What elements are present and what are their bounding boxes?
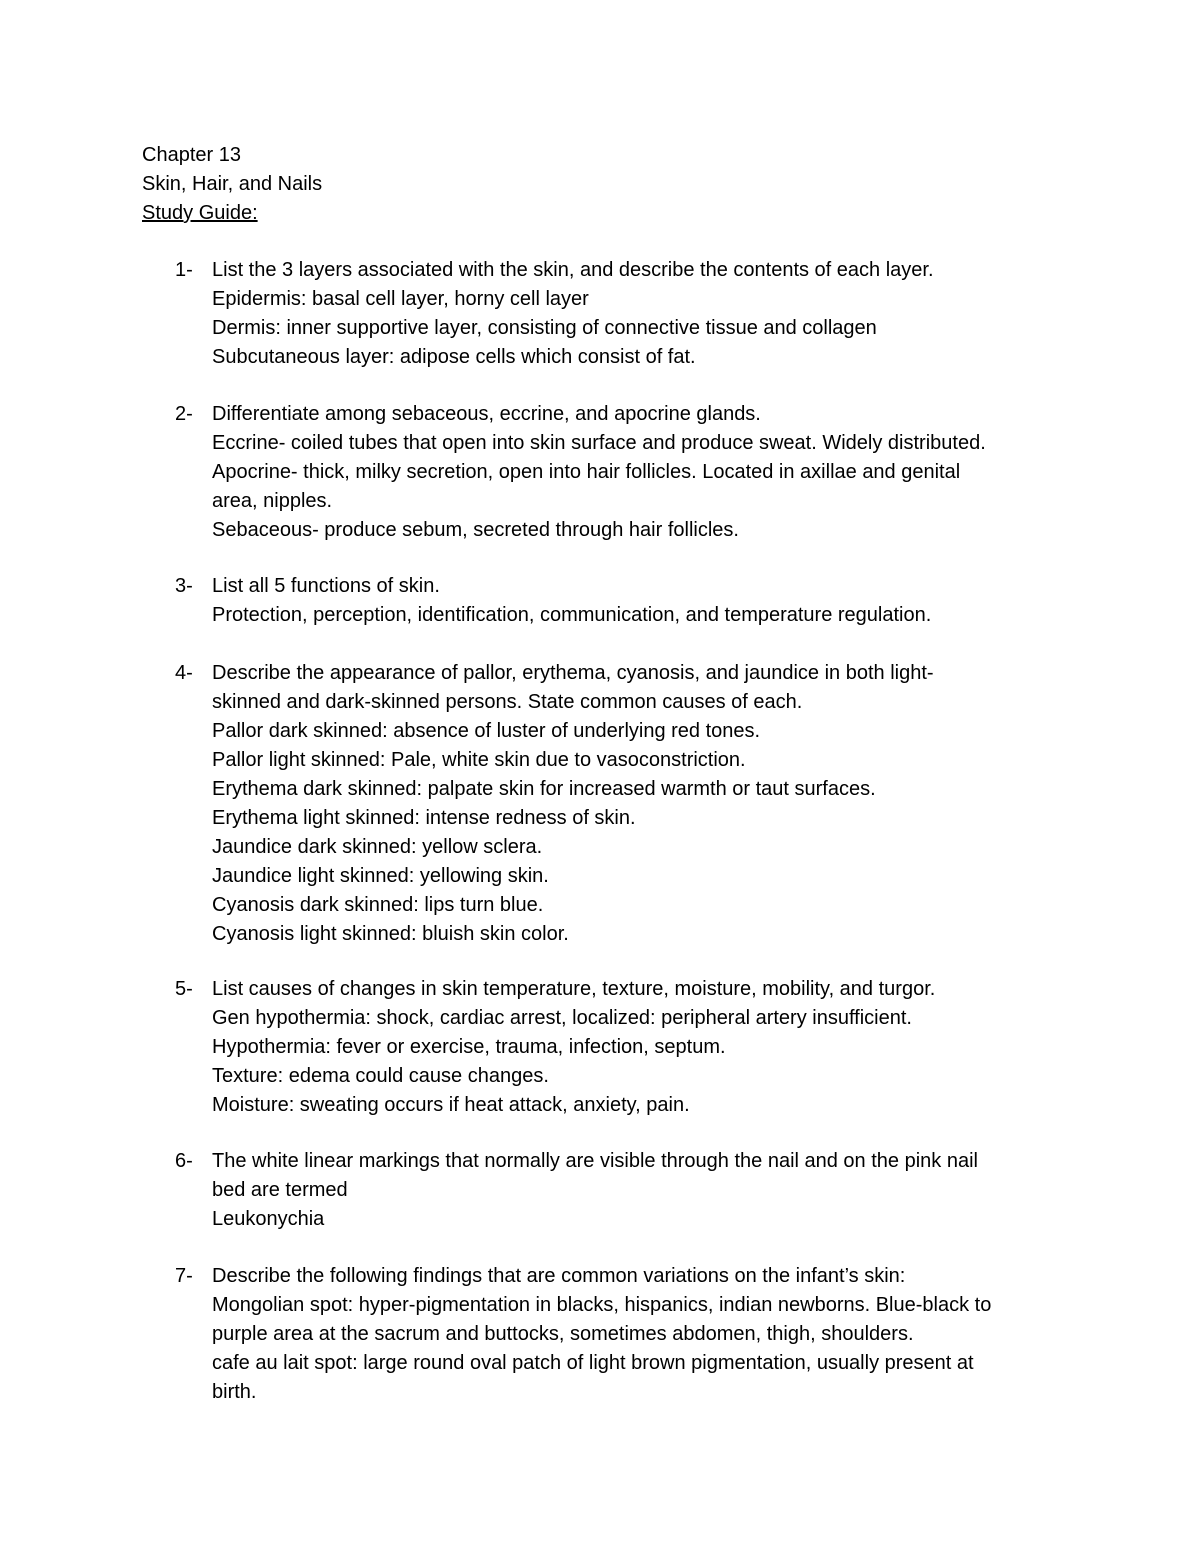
question-prompt: skinned and dark-skinned persons. State common causes of each.	[212, 691, 803, 713]
answer-line: Erythema dark skinned: palpate skin for increased warmth or taut surfaces.	[212, 778, 876, 800]
question-prompt: bed are termed	[212, 1179, 348, 1201]
answer-line: Hypothermia: fever or exercise, trauma, infection, septum.	[212, 1036, 726, 1058]
question-number: 6-	[175, 1150, 193, 1172]
question-number: 4-	[175, 662, 193, 684]
answer-line: birth.	[212, 1381, 257, 1403]
answer-line: area, nipples.	[212, 490, 333, 512]
question-number: 1-	[175, 259, 193, 281]
question-body	[212, 1262, 1072, 1407]
answer-line: Dermis: inner supportive layer, consisting of connective tissue and collagen	[212, 317, 877, 339]
chapter-title: Chapter 13	[142, 144, 241, 166]
answer-line: Pallor light skinned: Pale, white skin due to vasoconstriction.	[212, 749, 746, 771]
answer-line: Moisture: sweating occurs if heat attack, anxiety, pain.	[212, 1094, 690, 1116]
answer-line: Erythema light skinned: intense redness of skin.	[212, 807, 636, 829]
answer-line: Jaundice light skinned: yellowing skin.	[212, 865, 549, 887]
answer-line: Sebaceous- produce sebum, secreted through hair follicles.	[212, 519, 739, 541]
question-body	[212, 256, 1072, 372]
question-prompt: List causes of changes in skin temperature, texture, moisture, mobility, and turgor.	[212, 978, 936, 1000]
answer-line: Subcutaneous layer: adipose cells which consist of fat.	[212, 346, 696, 368]
answer-line: Leukonychia	[212, 1208, 325, 1230]
question-number: 3-	[175, 575, 193, 597]
answer-line: Jaundice dark skinned: yellow sclera.	[212, 836, 543, 858]
answer-line: purple area at the sacrum and buttocks, sometimes abdomen, thigh, shoulders.	[212, 1323, 914, 1345]
answer-line: Epidermis: basal cell layer, horny cell layer	[212, 288, 589, 310]
question-prompt: The white linear markings that normally are visible through the nail and on the pink nail	[212, 1150, 978, 1172]
subject-title: Skin, Hair, and Nails	[142, 173, 323, 195]
question-number: 7-	[175, 1265, 193, 1287]
question-prompt: List the 3 layers associated with the skin, and describe the contents of each layer.	[212, 259, 934, 281]
study-guide-heading: Study Guide:	[142, 202, 258, 224]
answer-line: Texture: edema could cause changes.	[212, 1065, 549, 1087]
answer-line: Mongolian spot: hyper-pigmentation in blacks, hispanics, indian newborns. Blue-black to	[212, 1294, 992, 1316]
answer-line: Eccrine- coiled tubes that open into skin surface and produce sweat. Widely distributed.	[212, 432, 986, 454]
answer-line: Gen hypothermia: shock, cardiac arrest, localized: peripheral artery insufficient.	[212, 1007, 912, 1029]
answer-line: cafe au lait spot: large round oval patch of light brown pigmentation, usually present at	[212, 1352, 974, 1374]
question-prompt: List all 5 functions of skin.	[212, 575, 440, 597]
document-header	[142, 141, 322, 228]
answer-line: Pallor dark skinned: absence of luster of underlying red tones.	[212, 720, 761, 742]
question-prompt: Describe the following findings that are common variations on the infant’s skin:	[212, 1265, 906, 1287]
question-body	[212, 1147, 1072, 1234]
question-prompt: Describe the appearance of pallor, erythema, cyanosis, and jaundice in both light-	[212, 662, 934, 684]
question-number: 2-	[175, 403, 193, 425]
answer-line: Cyanosis dark skinned: lips turn blue.	[212, 894, 544, 916]
question-body	[212, 572, 1072, 630]
answer-line: Apocrine- thick, milky secretion, open into hair follicles. Located in axillae and genital	[212, 461, 961, 483]
question-body	[212, 659, 1072, 949]
question-body	[212, 975, 1072, 1120]
question-prompt: Differentiate among sebaceous, eccrine, and apocrine glands.	[212, 403, 761, 425]
answer-line: Protection, perception, identification, communication, and temperature regulation.	[212, 604, 932, 626]
answer-line: Cyanosis light skinned: bluish skin color.	[212, 923, 569, 945]
question-body	[212, 400, 1072, 545]
question-number: 5-	[175, 978, 193, 1000]
